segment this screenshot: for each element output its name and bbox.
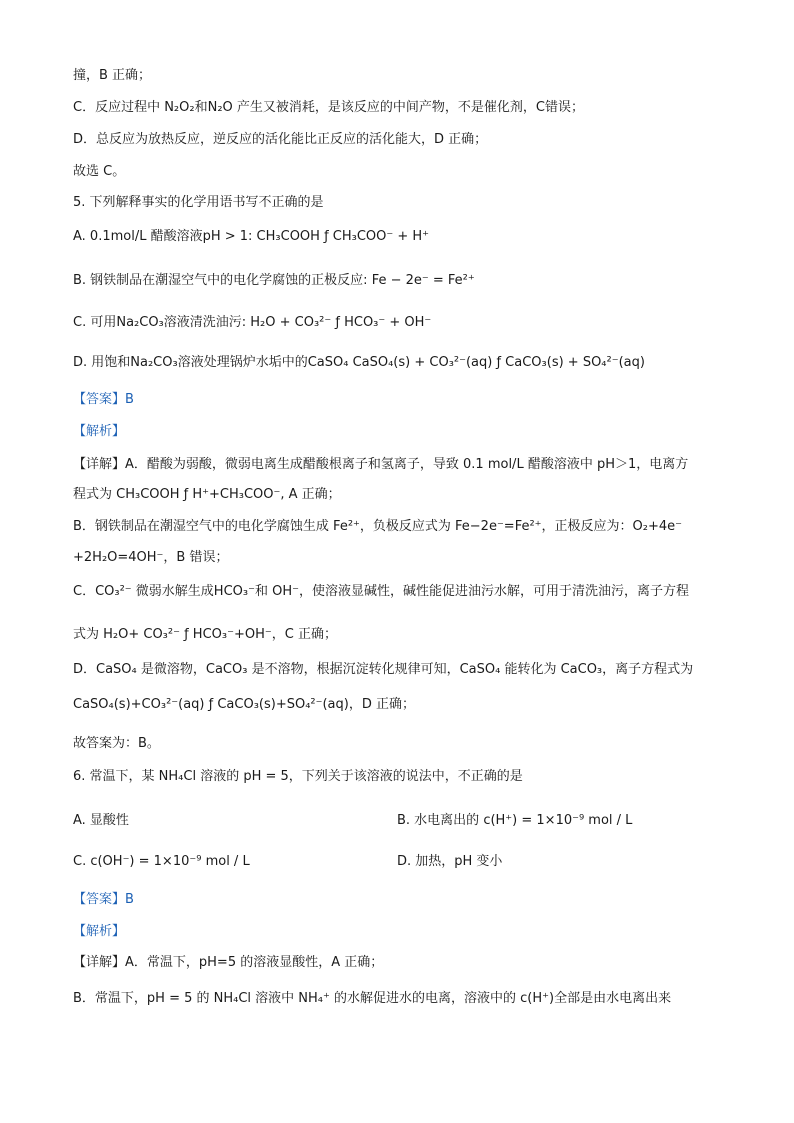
question-6-option-d: D. 加热，pH 变小 bbox=[397, 854, 503, 869]
analysis-label: 【解析】 bbox=[73, 424, 126, 439]
question-6-option-c: C. c(OH⁻) = 1×10⁻⁹ mol / L bbox=[73, 854, 250, 869]
text-line: 故选 C。 bbox=[73, 164, 126, 179]
question-5-option-c: C. 可用Na₂CO₃溶液清洗油污: H₂O + CO₃²⁻ ƒ HCO₃⁻ + OH⁻ bbox=[73, 315, 432, 330]
text-line: 【详解】A．常温下，pH=5 的溶液显酸性，A 正确； bbox=[73, 955, 384, 970]
text-line: 【详解】A．醋酸为弱酸，微弱电离生成醋酸根离子和氢离子，导致 0.1 mol/L 醋酸溶液中 pH＞1，电离方 bbox=[73, 457, 689, 472]
text-line: C．CO₃²⁻ 微弱水解生成HCO₃⁻和 OH⁻，使溶液显碱性，碱性能促进油污水解，可用于清洗油污，离子方程 bbox=[73, 584, 689, 599]
text-line: D．总反应为放热反应，逆反应的活化能比正反应的活化能大，D 正确； bbox=[73, 132, 488, 147]
question-6-stem: 6. 常温下，某 NH₄Cl 溶液的 pH = 5，下列关于该溶液的说法中，不正确的是 bbox=[73, 769, 523, 784]
question-6-option-b: B. 水电离出的 c(H⁺) = 1×10⁻⁹ mol / L bbox=[397, 813, 633, 828]
text-line: +2H₂O=4OH⁻，B 错误； bbox=[73, 550, 229, 565]
text-line: 撞，B 正确； bbox=[73, 68, 152, 83]
text-line: B．常温下，pH = 5 的 NH₄Cl 溶液中 NH₄⁺ 的水解促进水的电离，溶液中的 c(H⁺)全部是由水电离出来 bbox=[73, 991, 672, 1006]
question-5-stem: 5. 下列解释事实的化学用语书写不正确的是 bbox=[73, 195, 324, 210]
question-5-option-d: D. 用饱和Na₂CO₃溶液处理锅炉水垢中的CaSO₄ CaSO₄(s) + CO₃²⁻(aq) ƒ CaCO₃(s) + SO₄²⁻(aq) bbox=[73, 355, 645, 370]
question-5-option-a: A. 0.1mol/L 醋酸溶液pH > 1: CH₃COOH ƒ CH₃COO⁻ + H⁺ bbox=[73, 229, 430, 244]
text-line: 故答案为：B。 bbox=[73, 736, 160, 751]
answer-label: 【答案】B bbox=[73, 392, 134, 407]
text-line: C．反应过程中 N₂O₂和N₂O 产生又被消耗，是该反应的中间产物，不是催化剂，C错误； bbox=[73, 100, 584, 115]
analysis-label: 【解析】 bbox=[73, 924, 126, 939]
question-6-option-a: A. 显酸性 bbox=[73, 813, 129, 828]
text-line: B．钢铁制品在潮湿空气中的电化学腐蚀生成 Fe²⁺，负极反应式为 Fe−2e⁻=Fe²⁺，正极反应为：O₂+4e⁻ bbox=[73, 519, 683, 534]
answer-label: 【答案】B bbox=[73, 892, 134, 907]
question-5-option-b: B. 钢铁制品在潮湿空气中的电化学腐蚀的正极反应: Fe − 2e⁻ = Fe²⁺ bbox=[73, 273, 475, 288]
text-line: D．CaSO₄ 是微溶物，CaCO₃ 是不溶物，根据沉淀转化规律可知，CaSO₄ 能转化为 CaCO₃，离子方程式为 bbox=[73, 662, 694, 677]
text-line: CaSO₄(s)+CO₃²⁻(aq) ƒ CaCO₃(s)+SO₄²⁻(aq)，D 正确； bbox=[73, 697, 415, 712]
text-line: 程式为 CH₃COOH ƒ H⁺+CH₃COO⁻, A 正确； bbox=[73, 487, 341, 502]
text-line: 式为 H₂O+ CO₃²⁻ ƒ HCO₃⁻+OH⁻，C 正确； bbox=[73, 627, 337, 642]
